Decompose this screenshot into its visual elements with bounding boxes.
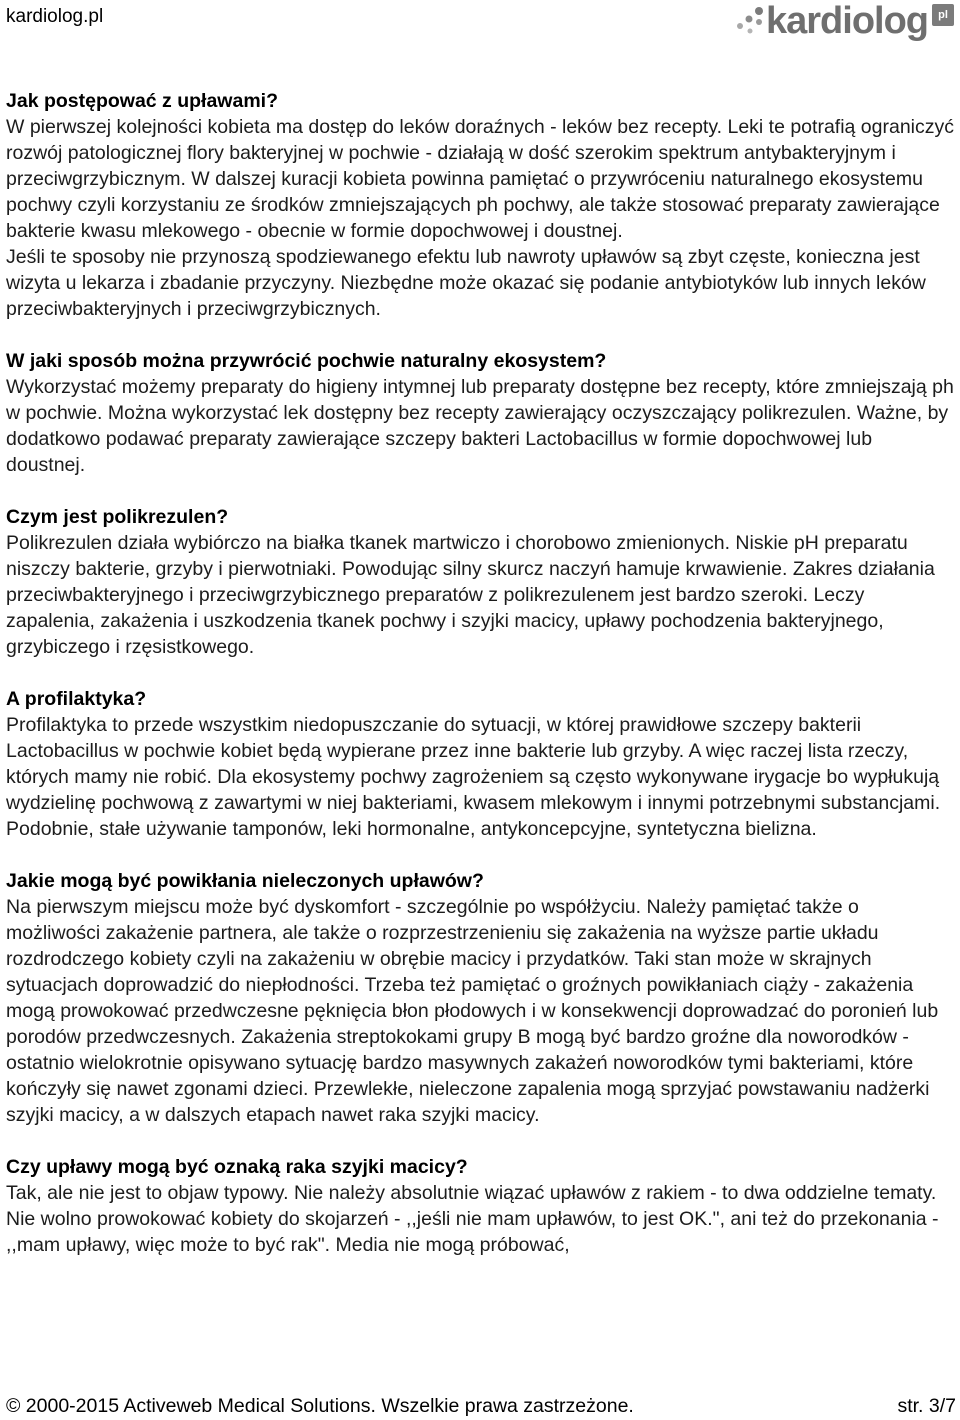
- kardiolog-logo[interactable]: [734, 0, 956, 46]
- logo-dots-icon: [734, 6, 764, 36]
- section-heading: Czym jest polikrezulen?: [6, 506, 229, 528]
- section-ecosystem: [6, 348, 954, 478]
- article-content: [6, 88, 954, 1284]
- section-paragraph: Na pierwszym miejscu może być dyskomfort - szczególnie po współżyciu. Należy pamiętać także o możliwości zakażenie partnera, ale także o rozprzestrzenieniu się zakażenia na wyższe partie układu rozdrodczego kobiety czyli na zakażeniu w obrębie macicy i przydatków. Taki stan może w skrajnych sytuacjach doprowadzić do niepłodności. Trzeba też pamiętać o groźnych powikłaniach ciąży - zakażenia mogą prowokować przedwczesne pęknięcia błon płodowych i w konsekwencji doprowadzać do poronień lub porodów przedwczesnych. Zakażenia streptokokami grupy B mogą być bardzo groźne dla noworodków - ostatnio wielokrotnie opisywano sytuację bardzo masywnych zakażeń noworodków tymi bakteriami, które kończyły się nawet zgonami dzieci. Przewlekłe, nieleczone zapalenia mogą sprzyjać powstawaniu nadżerki szyjki macicy, a w dalszych etapach nawet raka szyjki macicy.: [6, 896, 939, 1126]
- section-heading: Jak postępować z upławami?: [6, 90, 278, 112]
- section-paragraph: Tak, ale nie jest to objaw typowy. Nie należy absolutnie wiązać upławów z rakiem - to dwa oddzielne tematy. Nie wolno prowokować kobiety do skojarzeń - ,,jeśli nie mam upławów, to jest OK.", ani też do przekonania - ,,mam upławy, więc może to być rak". Media nie mogą próbować,: [6, 1182, 939, 1256]
- section-paragraph: Polikrezulen działa wybiórczo na białka tkanek martwiczo i chorobowo zmienionych. Niskie pH preparatu niszczy bakterie, grzyby i pierwotniaki. Powodując silny skurcz naczyń hamuje krwawienie. Zakres działania przeciwbakteryjnego i przeciwgrzybicznego preparatów z polikrezulenem jest bardzo szeroki. Leczy zapalenia, zakażenia i uszkodzenia tkanek pochwy i szyjki macicy, upławy pochodzenia bakteryjnego, grzybiczego i rzęsistkowego.: [6, 532, 935, 658]
- copyright-text: © 2000-2015 Activeweb Medical Solutions. Wszelkie prawa zastrzeżone.: [6, 1395, 634, 1417]
- page-footer: [0, 1392, 960, 1420]
- section-paragraph: Jeśli te sposoby nie przynoszą spodziewanego efektu lub nawroty upławów są zbyt częste, konieczna jest wizyta u lekarza i zbadanie przyczyny. Niezbędne może okazać się podanie antybiotyków lub innych leków przeciwbakteryjnych i przeciwgrzybicznych.: [6, 246, 926, 320]
- page-number: str. 3/7: [897, 1395, 956, 1417]
- section-paragraph: Wykorzystać możemy preparaty do higieny intymnej lub preparaty dostępne bez recepty, które zmniejszają ph w pochwie. Można wykorzystać lek dostępny bez recepty zawierający oczyszczający polikrezulen. Ważne, by dodatkowo podawać preparaty zawierające szczepy bakteri Lactobacillus w formie dopochwowej lub doustnej.: [6, 376, 954, 476]
- section-heading: Czy upławy mogą być oznaką raka szyjki macicy?: [6, 1156, 468, 1178]
- section-heading: Jakie mogą być powikłania nieleczonych upławów?: [6, 870, 484, 892]
- section-heading: A profilaktyka?: [6, 688, 147, 710]
- logo-text: kardiolog: [766, 0, 929, 42]
- page-header: [0, 0, 960, 48]
- logo-badge: pl: [932, 4, 954, 26]
- section-cancer: [6, 1154, 954, 1258]
- section-policresulen: [6, 504, 954, 660]
- section-complications: [6, 868, 954, 1128]
- section-heading: W jaki sposób można przywrócić pochwie naturalny ekosystem?: [6, 350, 607, 372]
- site-name[interactable]: kardiolog.pl: [6, 6, 104, 27]
- section-treatment: [6, 88, 954, 322]
- section-paragraph: W pierwszej kolejności kobieta ma dostęp do leków doraźnych - leków bez recepty. Leki te potrafią ograniczyć rozwój patologicznej flory bakteryjnej w pochwie - działają w dość szerokim spektrum antybakteryjnym i przeciwgrzybicznym. W dalszej kuracji kobieta powinna pamiętać o przywróceniu naturalnego ekosystemu pochwy czyli korzystaniu ze środków zmniejszających ph pochwy, ale także stosować preparaty zawierające bakterie kwasu mlekowego - obecnie w formie dopochwowej i doustnej.: [6, 116, 955, 242]
- section-paragraph: Profilaktyka to przede wszystkim niedopuszczanie do sytuacji, w której prawidłowe szczepy bakterii Lactobacillus w pochwie kobiet będą wypierane przez inne bakterie lub grzyby. A więc raczej lista rzeczy, których mamy nie robić. Dla ekosystemy pochwy zagrożeniem są często wykonywane irygacje bo wypłukują wydzielinę pochwową z zawartymi w niej bakteriami, kwasem mlekowym i innymi potrzebnymi substancjami. Podobnie, stałe używanie tamponów, leki hormonalne, antykoncepcyjne, syntetyczna bielizna.: [6, 714, 941, 840]
- section-prevention: [6, 686, 954, 842]
